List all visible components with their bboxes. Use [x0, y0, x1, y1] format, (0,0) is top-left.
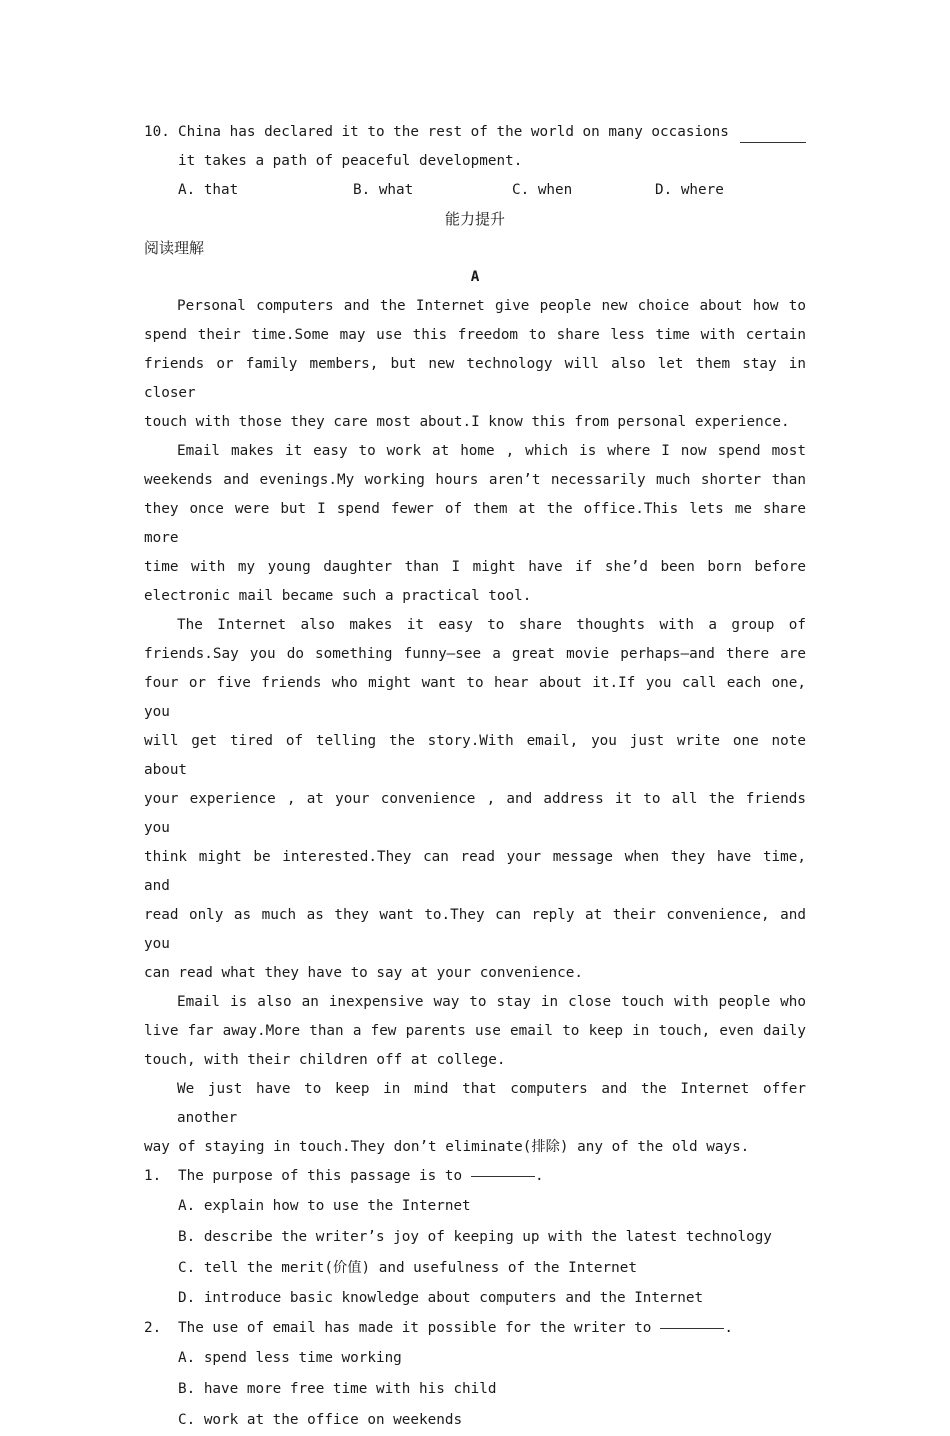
passage-line: way of staying in touch.They don’t eliminate(排除) any of the old ways. [144, 1139, 750, 1155]
passage-line: think might be interested.They can read your message when they have time, and [144, 849, 806, 894]
answer-blank [740, 128, 806, 143]
question-number: 1. [144, 1168, 162, 1184]
section-title: 能力提升 [444, 210, 505, 228]
passage-line: We just have to keep in mind that computers and the Internet offer another [177, 1081, 806, 1126]
passage-line: four or five friends who might want to hear about it.If you call each one, you [144, 675, 806, 720]
answer-blank [660, 1314, 724, 1329]
passage-line: Personal computers and the Internet give people new choice about how to [177, 298, 806, 314]
question-number: 2. [144, 1320, 162, 1337]
question-stem-text: China has declared it to the rest of the world on many occasions [178, 124, 729, 140]
passage-line: will get tired of telling the story.With email, you just write one note about [144, 733, 806, 778]
question-2 [144, 1314, 806, 1343]
passage-line: live far away.More than a few parents use email to keep in touch, even daily [144, 1023, 806, 1039]
question-1 [144, 1162, 806, 1191]
question-option: D. introduce basic knowledge about computers and the Internet [178, 1290, 704, 1307]
document-page [144, 118, 806, 1436]
passage-line: Email makes it easy to work at home , which is where I now spend most [177, 443, 806, 459]
answer-blank [471, 1162, 535, 1177]
question-option: B. describe the writer’s joy of keeping up with the latest technology [178, 1228, 772, 1245]
question-stem: The purpose of this passage is to [178, 1168, 463, 1184]
passage-line: The Internet also makes it easy to share thoughts with a group of [177, 617, 806, 633]
passage-line: your experience , at your convenience , and address it to all the friends you [144, 791, 806, 836]
passage-line: Email is also an inexpensive way to stay in close touch with people who [177, 994, 806, 1010]
question-stem [178, 118, 806, 147]
passage-line: friends or family members, but new technology will also let them stay in closer [144, 356, 806, 401]
question-10-continuation: it takes a path of peaceful development. [178, 153, 523, 169]
passage-line: touch with those they care most about.I know this from personal experience. [144, 414, 790, 430]
question-10-options [144, 176, 806, 205]
option-b: B. what [353, 182, 414, 198]
question-stem-end: . [724, 1320, 734, 1337]
question-option: C. work at the office on weekends [178, 1411, 463, 1428]
question-stem-end: . [535, 1168, 544, 1184]
passage-line: read only as much as they want to.They can reply at their convenience, and you [144, 907, 806, 952]
option-d: D. where [655, 182, 724, 198]
option-c: C. when [512, 182, 573, 198]
passage-line: time with my young daughter than I might have if she’d been born before [144, 559, 806, 575]
reading-passage [144, 292, 806, 1162]
subsection-title: 阅读理解 [144, 239, 205, 257]
question-option: C. tell the merit(价值) and usefulness of the Internet [178, 1259, 637, 1276]
question-list [144, 1162, 806, 1436]
passage-line: they once were but I spend fewer of them at the office.This lets me share more [144, 501, 806, 546]
passage-label: A [470, 269, 480, 285]
question-10 [144, 118, 806, 147]
question-number: 10. [144, 124, 170, 140]
passage-line: spend their time.Some may use this freedom to share less time with certain [144, 327, 806, 343]
passage-line: friends.Say you do something funny—see a great movie perhaps—and there are [144, 646, 806, 662]
option-a: A. that [178, 182, 239, 198]
question-option: A. spend less time working [178, 1350, 402, 1367]
passage-line: touch, with their children off at college. [144, 1052, 506, 1068]
question-stem: The use of email has made it possible for the writer to [178, 1320, 652, 1337]
passage-line: can read what they have to say at your convenience. [144, 965, 583, 981]
question-option: B. have more free time with his child [178, 1380, 497, 1397]
passage-line: weekends and evenings.My working hours aren’t necessarily much shorter than [144, 472, 806, 488]
passage-line: electronic mail became such a practical tool. [144, 588, 532, 604]
question-option: A. explain how to use the Internet [178, 1198, 471, 1214]
